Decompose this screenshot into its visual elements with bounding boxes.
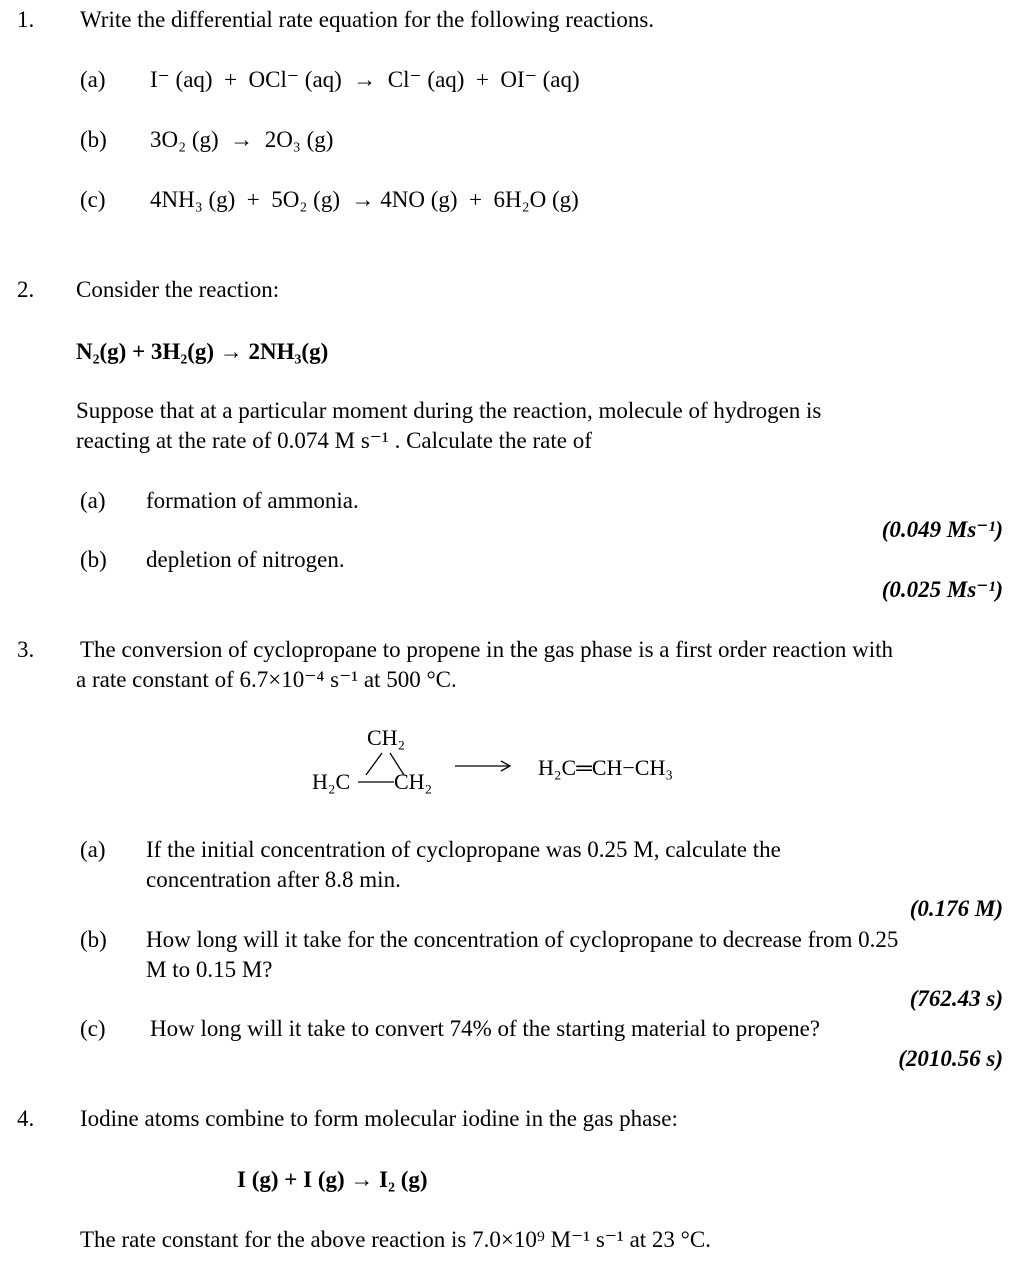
answer: (0.049 Ms⁻¹) <box>881 517 1003 542</box>
reactant-top: CH₂ <box>367 725 406 750</box>
equation: 4NH₃ (g) + 5O₂ (g) → 4NO (g) + 6H₂O (g) <box>150 187 579 212</box>
part-label: (b) <box>80 927 107 952</box>
part-text: How long will it take to convert 74% of the starting material to propene? <box>150 1016 821 1041</box>
reaction-arrow-icon <box>455 761 510 771</box>
product: H₂C═CH−CH₃ <box>538 755 674 780</box>
question-number: 4. <box>17 1106 35 1131</box>
answer: (0.025 Ms⁻¹) <box>881 577 1003 602</box>
part-label: (b) <box>80 547 107 572</box>
part-label: (a) <box>80 488 106 513</box>
reactant-right: CH₂ <box>394 769 433 794</box>
question-text: Iodine atoms combine to form molecular iodine in the gas phase: <box>80 1106 678 1131</box>
question-text: The rate constant for the above reaction is 7.0×10⁹ M⁻¹ s⁻¹ at 23 °C. <box>80 1227 711 1252</box>
question-text: a rate constant of 6.7×10⁻⁴ s⁻¹ at 500 °C. <box>76 667 457 692</box>
part-text: concentration after 8.8 min. <box>146 867 401 892</box>
question-text: Write the differential rate equation for the following reactions. <box>80 7 655 32</box>
reaction-diagram <box>300 715 740 805</box>
question-text: Consider the reaction: <box>76 277 280 302</box>
part-label: (a) <box>80 837 106 862</box>
part-label: (a) <box>80 67 106 92</box>
paragraph-line: reacting at the rate of 0.074 M s⁻¹ . Calculate the rate of <box>76 428 592 453</box>
equation: 3O₂ (g) → 2O₃ (g) <box>150 127 334 152</box>
part-text: formation of ammonia. <box>146 488 359 513</box>
question-text: The conversion of cyclopropane to propene in the gas phase is a first order reaction with <box>80 637 894 662</box>
part-text: How long will it take for the concentration of cyclopropane to decrease from 0.25 <box>146 927 899 952</box>
question-number: 1. <box>17 7 35 32</box>
part-text: M to 0.15 M? <box>146 957 273 982</box>
answer: (2010.56 s) <box>898 1046 1003 1071</box>
part-label: (c) <box>80 1016 106 1041</box>
part-text: If the initial concentration of cyclopropane was 0.25 M, calculate the <box>146 837 781 862</box>
equation: I (g) + I (g) → I₂ (g) <box>237 1167 428 1192</box>
paragraph-line: Suppose that at a particular moment during the reaction, molecule of hydrogen is <box>76 398 822 423</box>
part-label: (c) <box>80 187 106 212</box>
equation: I⁻ (aq) + OCl⁻ (aq) → Cl⁻ (aq) + OI⁻ (aq) <box>150 67 580 92</box>
answer: (762.43 s) <box>909 986 1003 1011</box>
part-label: (b) <box>80 127 107 152</box>
question-number: 2. <box>17 277 35 302</box>
question-number: 3. <box>17 637 35 662</box>
reactant-left: H₂C <box>312 769 351 794</box>
equation: N₂(g) + 3H₂(g) → 2NH₃(g) <box>76 339 329 364</box>
part-text: depletion of nitrogen. <box>146 547 345 572</box>
answer: (0.176 M) <box>909 896 1003 921</box>
